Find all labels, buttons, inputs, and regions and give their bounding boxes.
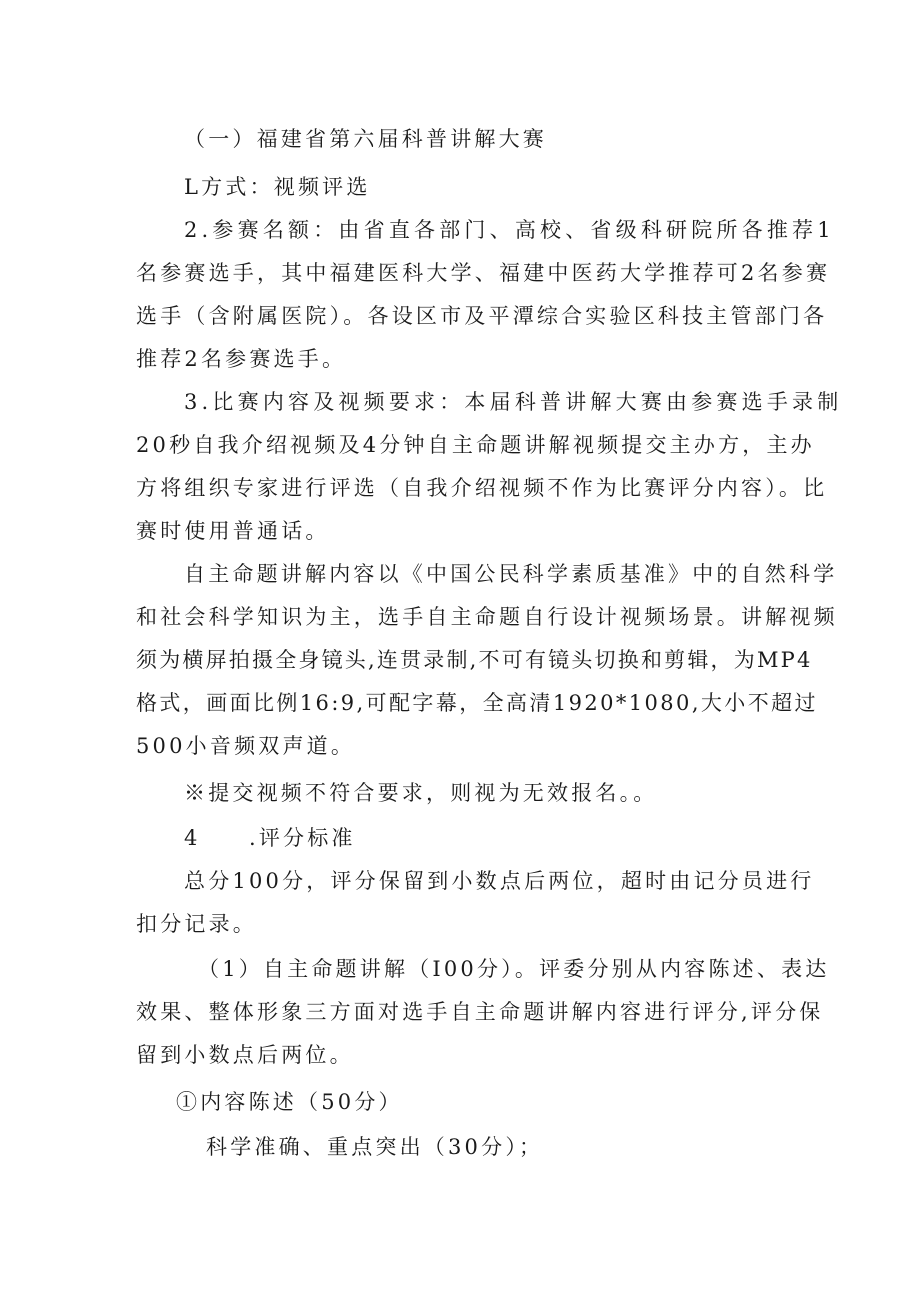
paragraph-line: 效果、整体形象三方面对选手自主命题讲解内容进行评分,评分保	[136, 1000, 824, 1024]
paragraph-line: 4 .评分标准	[184, 826, 356, 850]
paragraph-line: 科学准确、重点突出（30分）；	[206, 1135, 544, 1159]
paragraph-line: 2.参赛名额：由省直各部门、高校、省级科研院所各推荐1	[184, 218, 835, 242]
paragraph-line: L方式：视频评选	[184, 175, 371, 199]
paragraph-line: 选手（含附属医院）。各设区市及平潭综合实验区科技主管部门各	[136, 304, 828, 328]
paragraph-line: 扣分记录。	[136, 912, 257, 936]
paragraph-line: 总分100分，评分保留到小数点后两位，超时由记分员进行	[184, 869, 815, 893]
paragraph-line: 格式，画面比例16:9,可配字幕，全高清1920*1080,大小不超过	[136, 691, 818, 715]
paragraph-line: 须为横屏拍摄全身镜头,连贯录制,不可有镜头切换和剪辑，为MP4	[136, 648, 813, 672]
paragraph-line: 赛时使用普通话。	[136, 519, 330, 543]
paragraph-line: 留到小数点后两位。	[136, 1043, 354, 1067]
paragraph-line: 20秒自我介绍视频及4分钟自主命题讲解视频提交主办方，主办	[136, 433, 815, 457]
paragraph-line: 自主命题讲解内容以《中国公民科学素质基准》中的自然科学	[184, 562, 838, 586]
paragraph-line: 3.比赛内容及视频要求：本届科普讲解大赛由参赛选手录制	[184, 390, 843, 414]
paragraph-line: 方将组织专家进行评选（自我介绍视频不作为比赛评分内容）。比	[136, 476, 828, 500]
section-heading: （一）福建省第六届科普讲解大赛	[184, 127, 547, 151]
paragraph-line: 名参赛选手，其中福建医科大学、福建中医药大学推荐可2名参赛	[136, 261, 831, 285]
paragraph-line: ※提交视频不符合要求，则视为无效报名。。	[184, 781, 658, 805]
paragraph-line: （1）自主命题讲解（I00分）。评委分别从内容陈述、表达	[198, 957, 830, 981]
subsection-heading: ①内容陈述（50分）	[176, 1090, 403, 1114]
paragraph-line: 500小音频双声道。	[136, 734, 356, 758]
paragraph-line: 和社会科学知识为主，选手自主命题自行设计视频场景。讲解视频	[136, 605, 838, 629]
paragraph-line: 推荐2名参赛选手。	[136, 347, 347, 371]
